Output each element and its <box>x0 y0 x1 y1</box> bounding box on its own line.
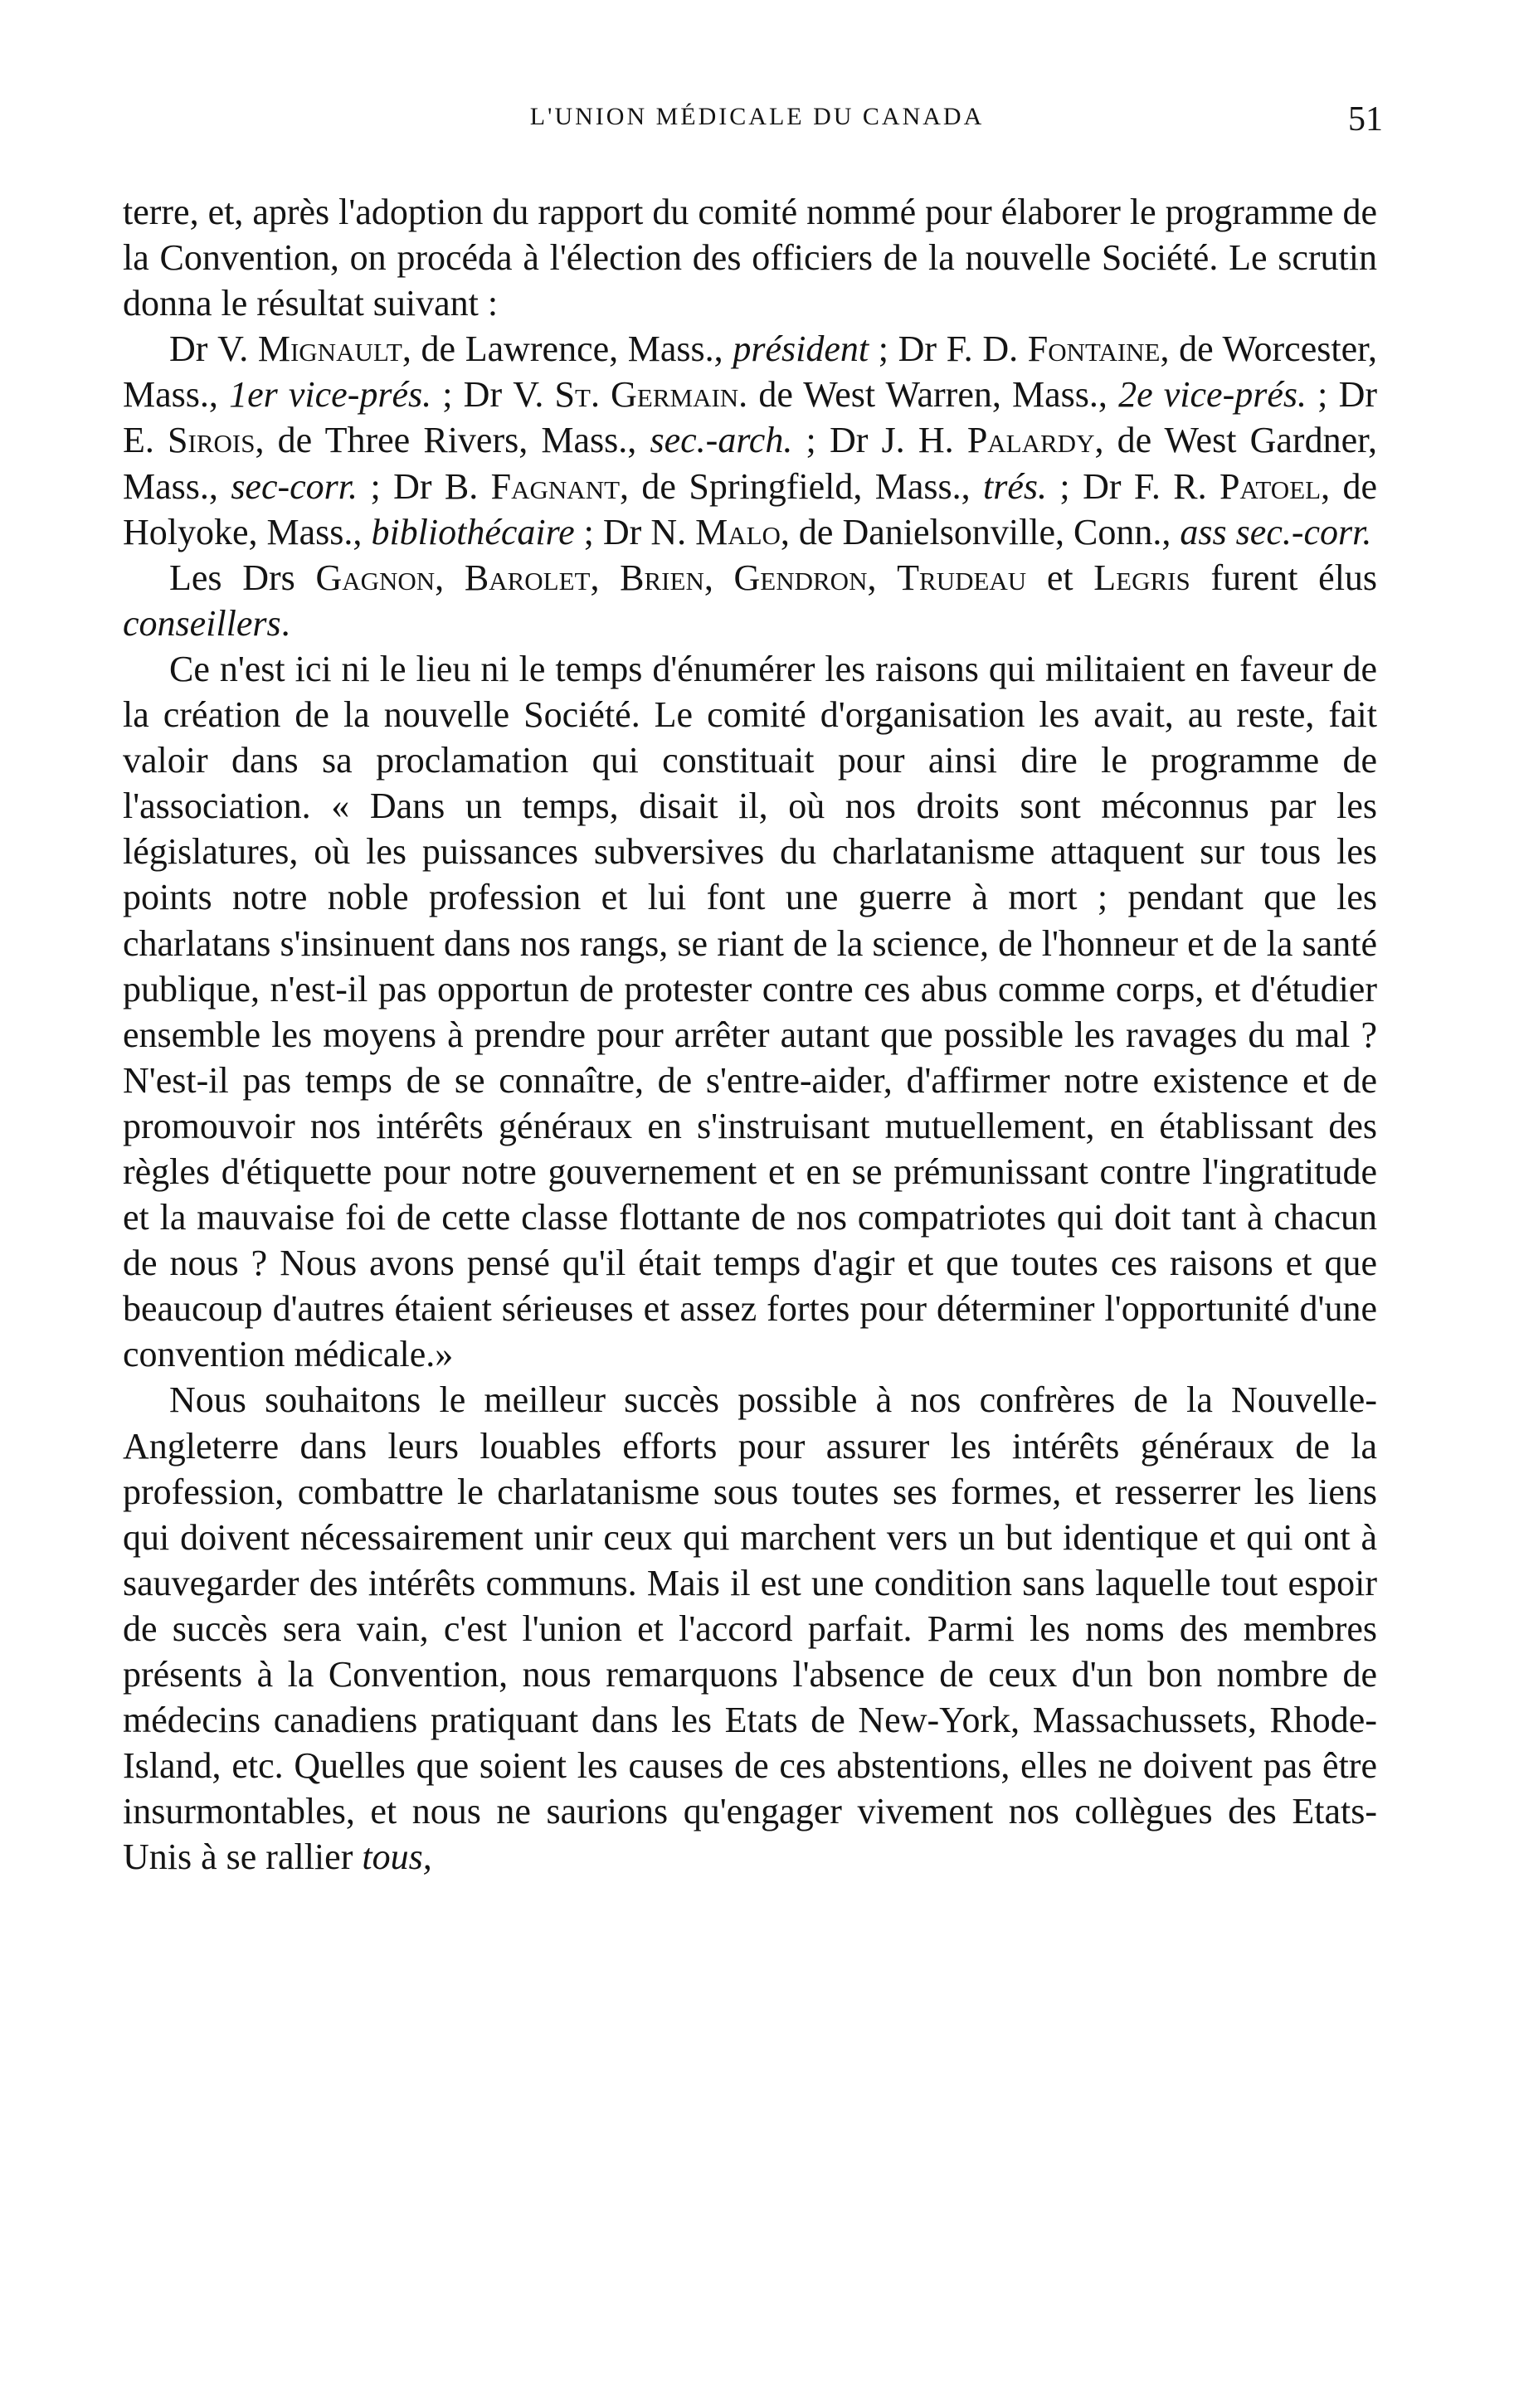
officer-entry: Dr F. R. Patoel, de Holyoke, Mass., bibliothécaire ; <box>123 465 1377 552</box>
officer-role: ass sec.-corr. <box>1180 511 1372 552</box>
councillor-name: Brien <box>620 557 704 598</box>
officer-role: sec-corr. <box>231 465 358 507</box>
running-header <box>0 100 1514 149</box>
officer-entry: Dr E. Sirois, de Three Rivers, Mass., sec.-arch. ; <box>123 374 1377 461</box>
paragraph-officers <box>123 326 1377 554</box>
paragraph-election <box>123 189 1377 326</box>
officer-entry: Dr J. H. Palardy, de West Gardner, Mass., sec-corr. ; <box>123 420 1377 507</box>
officer-role: trés. <box>983 465 1048 507</box>
officer-entry: Dr V. Mignault, de Lawrence, Mass., président ; <box>169 328 898 370</box>
officer-entry: Dr F. D. Fontaine, de Worcester, Mass., 1er vice-prés. ; <box>123 328 1378 416</box>
officer-name: E. Sirois <box>123 420 256 461</box>
councillor-name: Gendron <box>733 557 868 598</box>
councillor-name: Barolet <box>464 557 591 598</box>
officer-role: 1er vice-prés. <box>229 374 432 416</box>
paragraph-closing <box>123 1377 1377 1880</box>
paragraph-proclamation <box>123 646 1377 1378</box>
page-number: 51 <box>1348 100 1383 139</box>
officer-role: bibliothécaire <box>371 511 575 552</box>
councillor-name: Legris <box>1093 557 1190 598</box>
running-title: L'UNION MÉDICALE DU CANADA <box>529 103 985 130</box>
officer-name: V. Mignault <box>217 328 402 370</box>
officer-name: F. R. Patoel <box>1133 465 1322 507</box>
councillor-name: Gagnon <box>315 557 436 598</box>
officer-name: V. St. Germain <box>513 374 739 416</box>
emphasis-tous: tous, <box>362 1836 432 1878</box>
officer-name: J. H. Palardy <box>881 420 1095 461</box>
article-body <box>123 189 1377 1880</box>
officer-role: 2e vice-prés. <box>1118 374 1307 416</box>
officer-entry: Dr B. Fagnant, de Springfield, Mass., trés. ; <box>393 465 1083 507</box>
officer-entry: Dr N. Malo, de Danielsonville, Conn., ass sec.-corr. <box>602 511 1372 552</box>
officer-role: président <box>733 328 869 370</box>
officer-name: N. Malo <box>650 511 781 552</box>
officer-name: F. D. Fontaine <box>946 328 1161 370</box>
paragraph-closing-text: Nous souhaitons le meilleur succès possible à nos confrères de la Nouvelle-Angleterre dans leurs louables efforts pour assurer les intérêts généraux de la profession, combattre le charlatanisme sous toutes ses formes, et resserrer les liens qui doivent nécessairement unir ceux qui marchent vers un but identique et qui ont à sauvegarder des intérêts communs. Mais il est une condition sans laquelle tout espoir de succès sera vain, c'est l'union et l'accord parfait. Parmi les noms des membres présents à la Convention, nous remarquons l'absence de ceux d'un bon nombre de médecins canadiens pratiquant dans les Etats de New-York, Massachussets, Rhode-Island, etc. Quelles que soient les causes de ces abstentions, elles ne doivent pas être insurmontables, et nous ne saurions qu'engager vivement nos collègues des Etats-Unis à se rallier <box>123 1379 1377 1878</box>
councillor-name: Trudeau <box>897 557 1027 598</box>
paragraph-proclamation-text: Ce n'est ici ni le lieu ni le temps d'énumérer les raisons qui militaient en faveur de la création de la nouvelle Société. Le comité d'organisation les avait, au reste, fait valoir dans sa proclamation qui constituait pour ainsi dire le programme de l'association. « Dans un temps, disait il, où nos droits sont méconnus par les législatures, où les puissances subversives du charlatanisme attaquent sur tous les points notre noble profession et lui font une guerre à mort ; pendant que les charlatans s'insinuent dans nos rangs, se riant de la science, de l'honneur et de la santé publique, n'est-il pas opportun de protester contre ces abus comme corps, et d'étudier ensemble les moyens à prendre pour arrêter autant que possible les ravages du mal ? N'est-il pas temps de se connaître, de s'entre-aider, d'affirmer notre existence et de promouvoir nos intérêts généraux en s'instruisant mutuellement, en établissant des règles d'étiquette pour notre gouvernement et en se prémunissant contre l'ingratitude et la mauvaise foi de cette classe flottante de nos compatriotes qui doit tant à chacun de nous ? Nous avons pensé qu'il était temps d'agir et que toutes ces raisons et que beaucoup d'autres étaient sérieuses et assez fortes pour déterminer l'opportunité d'une convention médicale.» <box>123 648 1377 1375</box>
officer-role: sec.-arch. <box>650 420 793 461</box>
councillor-role: conseillers <box>123 602 281 644</box>
paragraph-election-text: terre, et, après l'adoption du rapport du comité nommé pour élaborer le programme de la Convention, on procéda à l'élection des officiers de la nouvelle Société. Le scrutin donna le résultat suivant : <box>123 192 1377 324</box>
officer-name: B. Fagnant <box>444 465 621 507</box>
officer-entry: Dr V. St. Germain. de West Warren, Mass., 2e vice-prés. ; <box>463 374 1339 416</box>
paragraph-councillors: Les Drs Gagnon, Barolet, Brien, Gendron, Trudeau et Legris furent élus conseillers. <box>123 557 1378 644</box>
